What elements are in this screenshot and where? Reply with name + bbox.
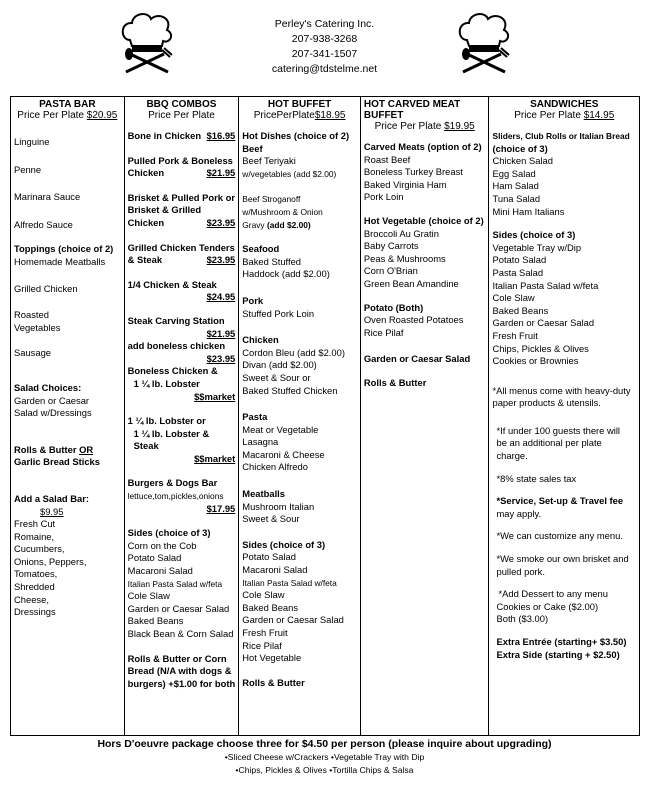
list-item: Haddock (add $2.00) bbox=[242, 268, 330, 280]
list-item: Linguine bbox=[14, 136, 50, 147]
sub-heading: Seafood bbox=[242, 243, 280, 255]
list-item: Stuffed Pork Loin bbox=[242, 307, 315, 319]
list-item: Lasagna bbox=[242, 436, 279, 448]
note: *Add Dessert to any menu bbox=[498, 588, 608, 600]
list-item: Vegetables bbox=[14, 321, 61, 333]
sub-heading: Beef bbox=[242, 142, 263, 154]
note: charge. bbox=[496, 450, 528, 462]
item-price: $$market bbox=[194, 390, 236, 402]
list-item: Tomatoes, bbox=[14, 568, 58, 580]
hot-buffet-column bbox=[239, 97, 361, 735]
list-item: Macaroni & Cheese bbox=[242, 448, 325, 460]
menu-item: 1/4 Chicken & Steak bbox=[127, 278, 217, 290]
list-item: Mushroom Italian bbox=[242, 500, 315, 512]
list-item: Marinara Sauce bbox=[14, 191, 81, 203]
rolls-line: Rolls & Butter or Corn bbox=[127, 652, 227, 664]
list-item: Fresh Fruit bbox=[492, 329, 538, 341]
section-heading: Toppings (choice of 2) bbox=[14, 243, 114, 255]
list-item: Hot Vegetable bbox=[242, 652, 302, 664]
column-title: PASTA BAR bbox=[39, 99, 96, 110]
list-item: Baked Virginia Ham bbox=[363, 178, 447, 190]
list-item: Baby Carrots bbox=[363, 240, 419, 252]
list-item: Cucumbers, bbox=[14, 543, 65, 555]
column-price: Price Per Plate bbox=[148, 110, 215, 121]
extra-side: Extra Side (starting + $2.50) bbox=[496, 648, 620, 660]
note: *We smoke our own brisket and bbox=[496, 553, 629, 565]
company-name: Perley's Catering Inc. bbox=[274, 18, 375, 30]
list-item: Baked Beans bbox=[127, 615, 184, 627]
list-item: Romaine, bbox=[14, 530, 55, 542]
note: *If under 100 guests there will bbox=[496, 424, 620, 436]
section-heading: Sliders, Club Rolls or Italian Bread bbox=[492, 131, 630, 141]
list-item: Onions, Peppers, bbox=[14, 555, 87, 567]
list-item: Grilled Chicken bbox=[14, 282, 78, 294]
list-item: Fresh Cut bbox=[14, 518, 56, 530]
sandwiches-column bbox=[489, 97, 639, 735]
list-item: Boneless Turkey Breast bbox=[363, 166, 463, 178]
salad-bar-price: $9.95 bbox=[40, 505, 64, 517]
list-item: Homemade Meatballs bbox=[14, 255, 106, 267]
list-item: Penne bbox=[14, 163, 42, 175]
list-item: Divan (add $2.00) bbox=[242, 359, 317, 371]
menu-item: 1 ¼ lb. Lobster & Steak bbox=[133, 427, 210, 452]
list-item: Ham Salad bbox=[492, 180, 539, 192]
rolls-line: Rolls & Butter bbox=[363, 376, 427, 388]
list-item: Corn on the Cob bbox=[127, 539, 197, 551]
menu-table bbox=[10, 96, 640, 736]
menu-item: 1 ¼ lb. Lobster or bbox=[127, 415, 206, 427]
phone-1: 207-938-3268 bbox=[291, 33, 358, 45]
list-item: Cordon Bleu (add $2.00) bbox=[242, 346, 345, 358]
list-item: Tuna Salad bbox=[492, 192, 541, 204]
menu-item: Steak Carving Station bbox=[127, 314, 225, 326]
pasta-bar-column bbox=[11, 97, 125, 735]
note: be an additional per plate bbox=[496, 437, 602, 449]
list-item: Sweet & Sour or bbox=[242, 371, 311, 383]
list-item: Rice Pilaf bbox=[242, 639, 282, 651]
list-item: Macaroni Salad bbox=[127, 565, 193, 577]
list-item: Vegetable Tray w/Dip bbox=[492, 241, 582, 253]
list-item: Potato Salad bbox=[242, 551, 296, 563]
list-item: Oven Roasted Potatoes bbox=[363, 314, 464, 326]
list-item: Garden or Caesar bbox=[14, 394, 90, 406]
list-item: Rice Pilaf bbox=[363, 326, 404, 338]
note: may apply. bbox=[496, 507, 542, 519]
list-item: Dressings bbox=[14, 606, 56, 618]
company-header bbox=[0, 17, 649, 77]
section-heading: Hot Vegetable (choice of 2) bbox=[363, 214, 484, 226]
item-price: $17.95 bbox=[206, 502, 236, 514]
list-item: Sausage bbox=[14, 347, 52, 359]
list-item: Alfredo Sauce bbox=[14, 218, 73, 230]
list-item: Garden or Caesar Salad bbox=[492, 317, 595, 329]
email: catering@tdstelme.net bbox=[271, 63, 378, 75]
section-heading: Sides (choice of 3) bbox=[242, 538, 326, 550]
menu-item: Boneless Chicken & bbox=[127, 365, 218, 377]
list-item: Gravy (add $2.00) bbox=[242, 219, 311, 230]
note: *8% state sales tax bbox=[496, 472, 577, 484]
note: pulled pork. bbox=[496, 565, 545, 577]
sub-heading: Meatballs bbox=[242, 488, 286, 500]
menu-item: & Steak $23.95 bbox=[127, 254, 236, 266]
list-item: Cookies or Brownies bbox=[492, 355, 579, 367]
list-item: Italian Pasta Salad w/feta bbox=[242, 577, 337, 588]
list-item: Peas & Mushrooms bbox=[363, 252, 446, 264]
menu-item-detail: lettuce,tom,pickles,onions bbox=[127, 491, 224, 502]
hors-doeuvre-line-2: •Chips, Pickles & Olives •Tortilla Chips & Salsa bbox=[235, 765, 414, 775]
list-item: Beef Teriyaki bbox=[242, 155, 296, 167]
list-item: Potato Salad bbox=[127, 552, 182, 564]
section-heading: Potato (Both) bbox=[363, 301, 424, 313]
section-heading: Salad Choices: bbox=[14, 381, 82, 393]
list-item: Fresh Fruit bbox=[242, 627, 288, 638]
section-heading: (choice of 3) bbox=[492, 142, 548, 154]
hors-doeuvre-line-1: •Sliced Cheese w/Crackers •Vegetable Tray with Dip bbox=[224, 752, 425, 762]
list-item: Macaroni Salad bbox=[242, 564, 308, 576]
hors-doeuvre-heading: Hors D'oeuvre package choose three for $4.50 per person (please inquire about upgrading) bbox=[97, 738, 552, 750]
item-price: $23.95 bbox=[206, 352, 236, 364]
list-item: Baked Stuffed Chicken bbox=[242, 384, 338, 396]
section-heading: Carved Meats (option of 2) bbox=[363, 141, 482, 152]
rolls-line: burgers) +$1.00 for both bbox=[127, 677, 236, 689]
list-item: Beef Stroganoff bbox=[242, 194, 301, 205]
list-item: Garlic Bread Sticks bbox=[14, 456, 100, 468]
item-price: $$market bbox=[194, 452, 236, 464]
menu-item: Grilled Chicken Tenders bbox=[127, 241, 235, 253]
list-item: Mini Ham Italians bbox=[492, 205, 565, 217]
list-item: w/vegetables (add $2.00) bbox=[242, 168, 337, 179]
list-item: Cole Slaw bbox=[127, 590, 170, 602]
menu-item: add boneless chicken bbox=[127, 340, 226, 352]
note: Cookies or Cake ($2.00) bbox=[496, 600, 599, 612]
item-price: $24.95 bbox=[206, 291, 236, 303]
bbq-combos-column bbox=[125, 97, 240, 735]
list-item: Garden or Caesar Salad bbox=[127, 602, 230, 614]
list-item: Roast Beef bbox=[363, 153, 411, 165]
list-item: Chips, Pickles & Olives bbox=[492, 342, 589, 354]
list-item: Baked Beans bbox=[492, 304, 549, 316]
list-item: Salad w/Dressings bbox=[14, 407, 92, 419]
list-item: Pasta Salad bbox=[492, 266, 544, 278]
list-item: Chicken Salad bbox=[492, 155, 553, 167]
note: *We can customize any menu. bbox=[496, 530, 623, 542]
menu-item: Pulled Pork & Boneless bbox=[127, 154, 233, 166]
column-title: SANDWICHES bbox=[530, 99, 599, 110]
column-price: Price Per Plate $19.95 bbox=[374, 121, 475, 132]
list-item: Corn O'Brian bbox=[363, 265, 418, 277]
menu-item: Chicken $23.95 bbox=[127, 216, 236, 228]
rolls-line: Rolls & Butter OR bbox=[14, 443, 94, 455]
menu-item: Chicken $21.95 bbox=[127, 167, 236, 179]
list-item: Italian Pasta Salad w/feta bbox=[127, 578, 223, 589]
menu-item: Burgers & Dogs Bar bbox=[127, 477, 218, 489]
list-item: Baked Beans bbox=[242, 601, 299, 613]
note: *Service, Set-up & Travel fee bbox=[496, 495, 624, 507]
section-heading: Add a Salad Bar: bbox=[14, 492, 90, 504]
list-item: Cheese, bbox=[14, 593, 49, 605]
list-item: w/Mushroom & Onion bbox=[242, 206, 323, 217]
menu-item: 1 ¼ lb. Lobster bbox=[133, 377, 200, 389]
note: Both ($3.00) bbox=[496, 613, 549, 625]
list-item: Green Bean Amandine bbox=[363, 277, 459, 289]
note: *All menus come with heavy-duty bbox=[492, 384, 631, 396]
rolls-line: Rolls & Butter bbox=[242, 676, 305, 688]
list-item: Potato Salad bbox=[492, 254, 547, 266]
list-item: Cole Slaw bbox=[242, 589, 285, 601]
column-price: Price Per Plate $14.95 bbox=[514, 110, 615, 121]
list-item: Garden or Caesar Salad bbox=[242, 614, 344, 626]
carved-meat-column bbox=[361, 97, 490, 735]
list-item: Egg Salad bbox=[492, 167, 536, 179]
section-heading: Hot Dishes (choice of 2) bbox=[242, 130, 350, 141]
salad-line: Garden or Caesar Salad bbox=[363, 353, 471, 365]
section-heading: Sides (choice of 3) bbox=[492, 229, 576, 241]
list-item: Chicken Alfredo bbox=[242, 461, 308, 473]
list-item: Cole Slaw bbox=[492, 292, 535, 304]
column-price: Price Per Plate $20.95 bbox=[17, 110, 118, 121]
list-item: Shredded bbox=[14, 581, 55, 593]
menu-item: Bone in Chicken $16.95 bbox=[127, 130, 236, 141]
note: paper products & utensils. bbox=[492, 397, 601, 409]
menu-item: Brisket & Pulled Pork or bbox=[127, 191, 235, 203]
list-item: Black Bean & Corn Salad bbox=[127, 628, 234, 639]
list-item: Italian Pasta Salad w/feta bbox=[492, 279, 599, 291]
list-item: Roasted bbox=[14, 309, 49, 321]
list-item: Broccoli Au Gratin bbox=[363, 227, 439, 239]
extra-entree: Extra Entrée (starting+ $3.50) bbox=[496, 636, 627, 647]
section-heading: Sides (choice of 3) bbox=[127, 527, 211, 539]
sub-heading: Chicken bbox=[242, 334, 279, 346]
item-price: $21.95 bbox=[206, 327, 236, 339]
rolls-line: Bread (N/A with dogs & bbox=[127, 665, 232, 677]
column-price: PricePerPlate$18.95 bbox=[253, 110, 346, 121]
list-item: Meat or Vegetable bbox=[242, 423, 319, 435]
sub-heading: Pasta bbox=[242, 411, 268, 423]
sub-heading: Pork bbox=[242, 294, 264, 306]
list-item: Pork Loin bbox=[363, 191, 404, 203]
phone-2: 207-341-1507 bbox=[291, 48, 358, 60]
list-item: Baked Stuffed bbox=[242, 255, 302, 267]
column-title: BBQ COMBOS bbox=[146, 99, 217, 110]
column-title: HOT BUFFET bbox=[267, 99, 332, 110]
menu-item: Brisket & Grilled bbox=[127, 204, 202, 216]
list-item: Sweet & Sour bbox=[242, 513, 300, 525]
column-title: HOT CARVED MEAT BUFFET bbox=[363, 99, 461, 121]
